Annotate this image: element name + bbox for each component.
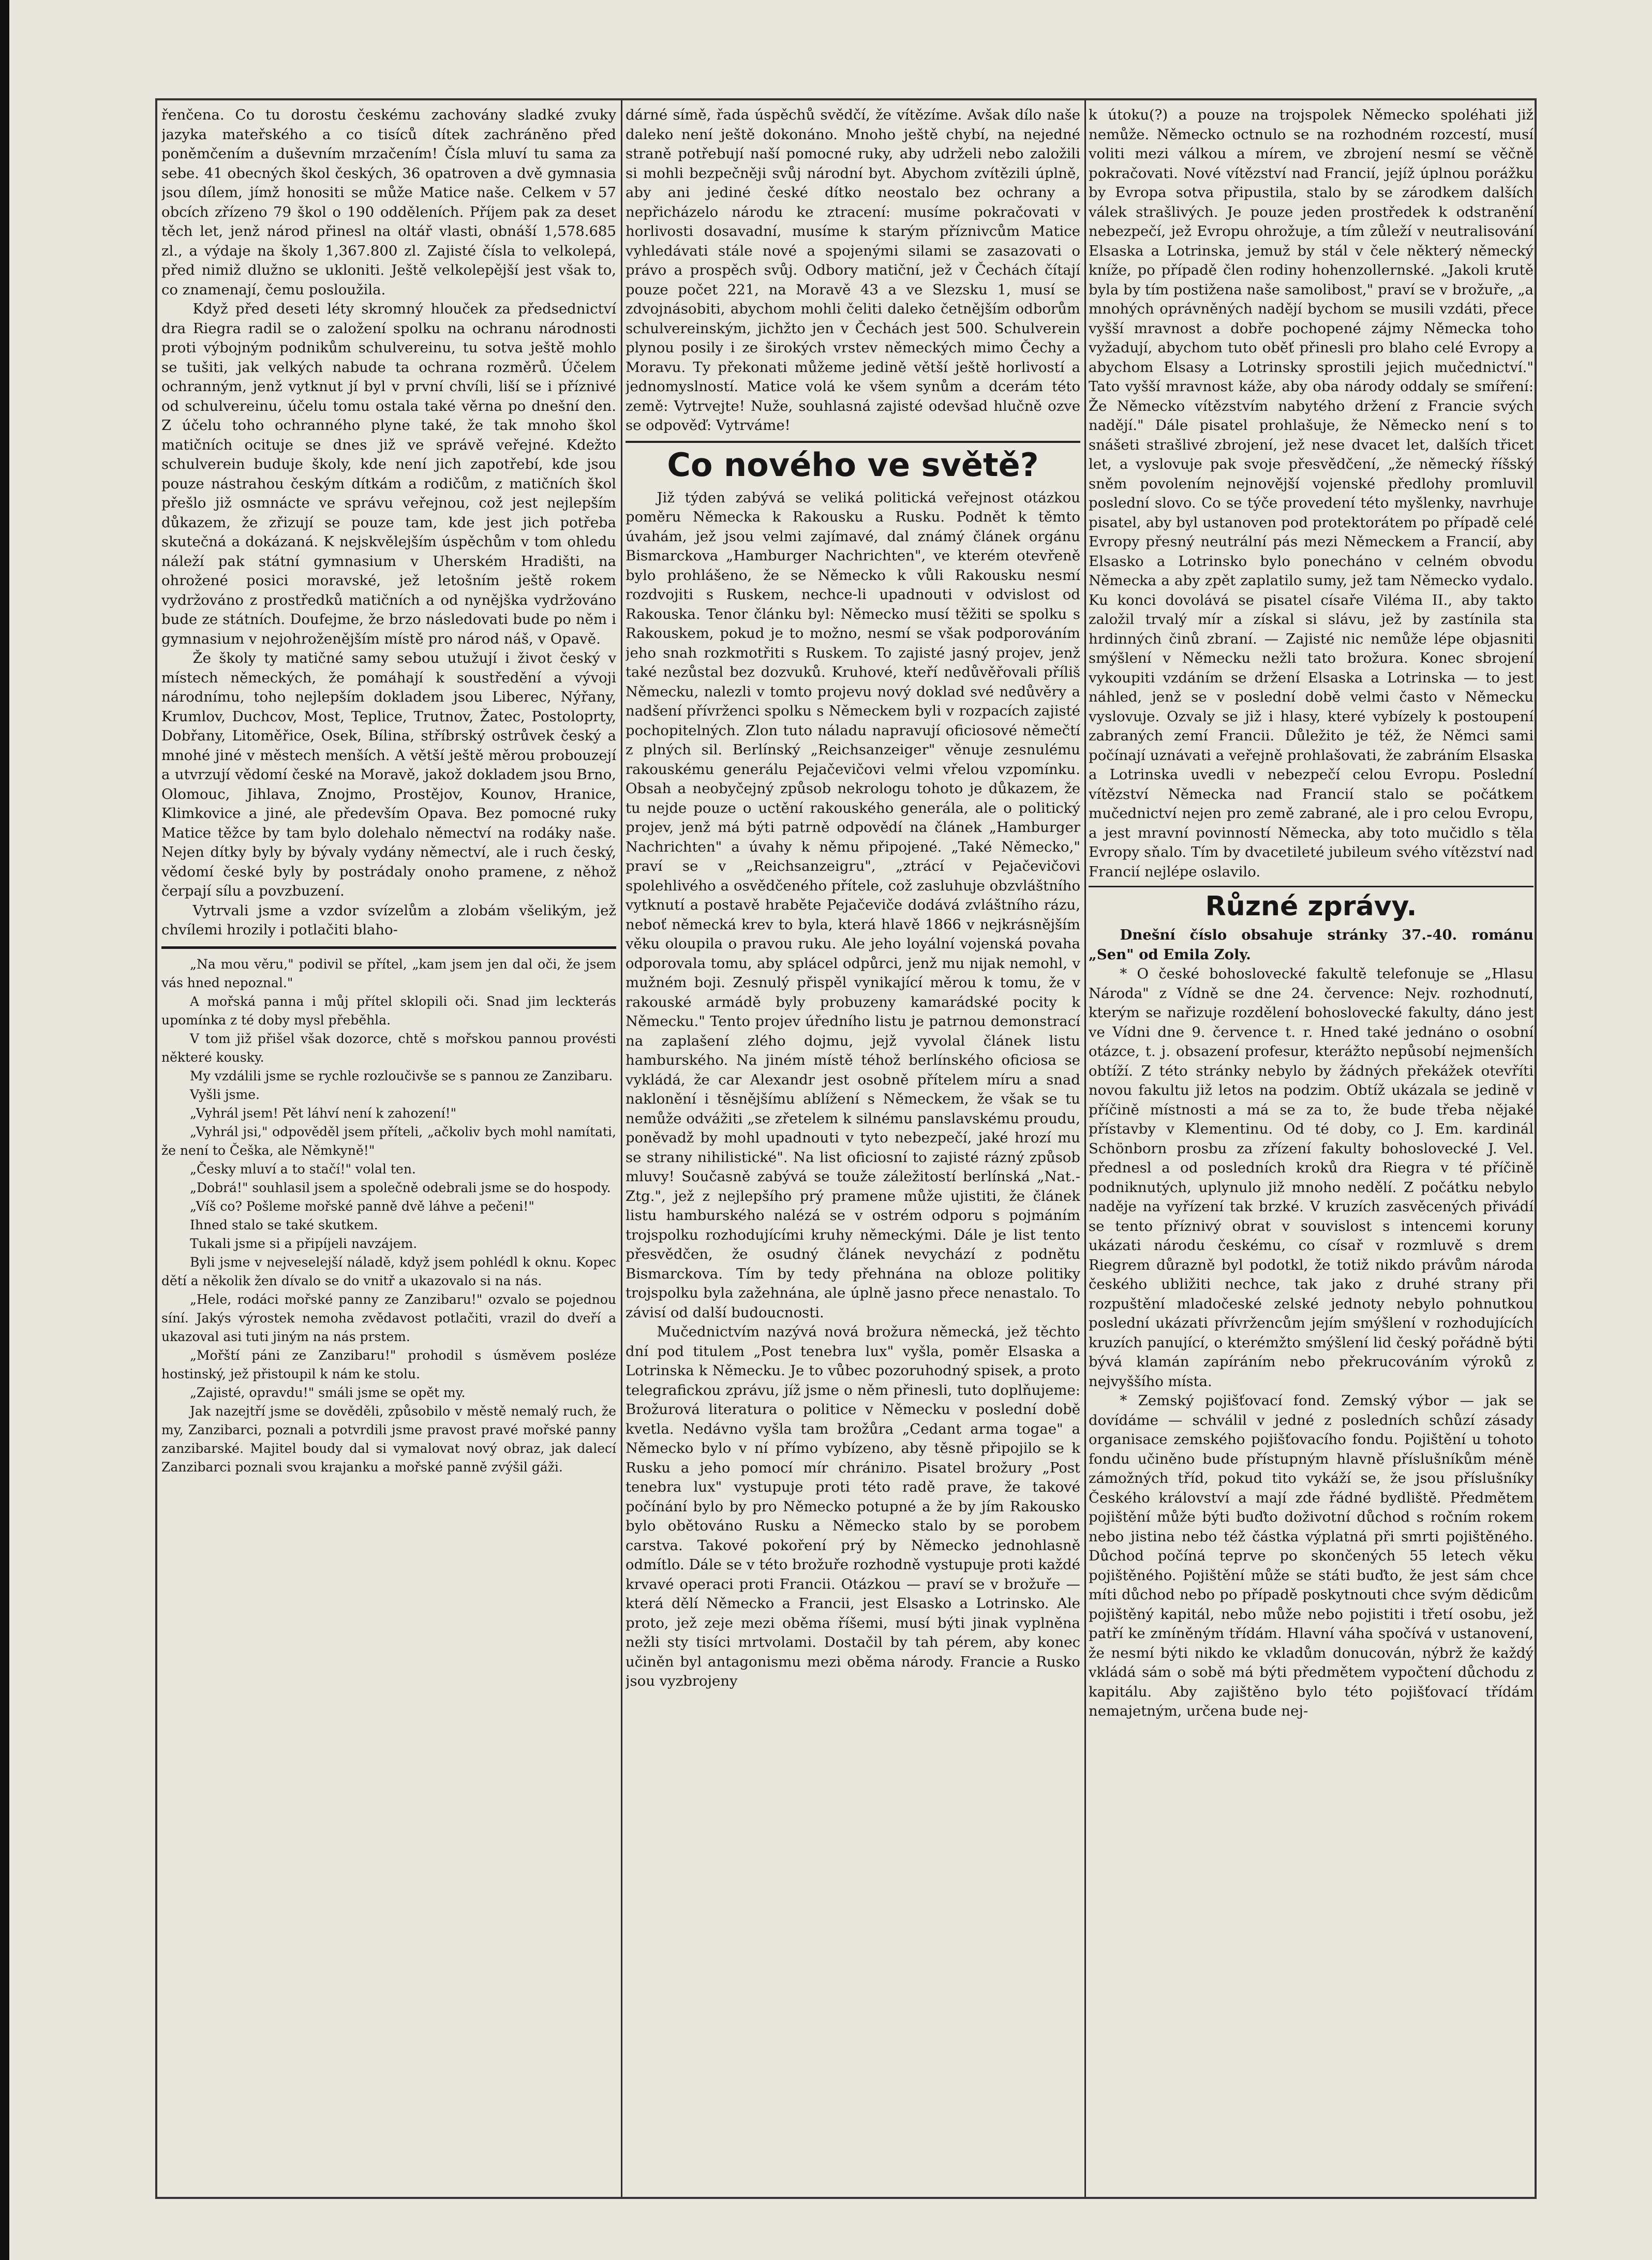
- column-2: [626, 106, 1083, 2192]
- notice-paragraph: Dnešní číslo obsahuje stránky 37.-40. románu „Sen" od Emila Zoly.: [1089, 927, 1534, 963]
- section-heading: Co nového ve světě?: [626, 441, 1080, 485]
- serial-paragraph: „Vyhrál jsi," odpověděl jsem příteli, „ačkoliv bych mohl namítati, že není to Češka, ale Němkyně!": [161, 1124, 616, 1158]
- article-paragraph: dárné símě, řada úspěchů svědčí, že vítězíme. Avšak dílo naše daleko není ještě dokonáno. Mnoho ještě chybí, na nejedné straně potřebují naší pomocné ruky, aby udrželi nebo založili si mohli bezpečněji svůj národní byt. Abychom zvítězili úplně, aby ani jediné české dítko neostalo bez ochrany a nepřicházelo národu ke ztracení: musíme pokračovati v horlivosti dosavadní, musíme k starým příznivcům Matice vyhledávati stále nové a spojenými silami se zasazovati o právo a prospěch svůj. Odbory matiční, jež v Čechách čítají pouze počet 221, na Moravě 43 a ve Slezsku 1, musí se zdvojnásobiti, abychom mohli čeliti daleko četnějším odborům schulvereinským, jichžto jen v Čechách jest 500. Schulverein plynou posily i ze širokých vrstev německých mimo Čechy a Moravu. Ty překonati můžeme jedině větší ještě horlivostí a jednomyslností. Matice volá ke všem synům a dcerám této země: Vytrvejte! Nuže, souhlasná zajisté odevšad hlučně ozve se odpověď: Vytrváme!: [626, 107, 1080, 434]
- scan-left-edge: [0, 0, 9, 2260]
- newspaper-page: [155, 98, 1537, 2199]
- serial-paragraph: „Česky mluví a to stačí!" volal ten.: [190, 1161, 416, 1177]
- serial-paragraph: „Zajisté, opravdu!" smáli jsme se opět my.: [190, 1385, 466, 1400]
- feuilleton-story: [161, 955, 616, 1477]
- column-divider: [1084, 100, 1086, 2197]
- serial-paragraph: „Dobrá!" souhlasil jsem a společně odebrali jsme se do hospody.: [190, 1180, 611, 1195]
- article-paragraph: k útoku(?) a pouze na trojspolek Německo spoléhati již nemůže. Německo octnulo se na rozhodném rozcestí, musí voliti mezi válkou a mírem, ve zbrojení nesmí se věčně pokračovati. Nové vítězství nad Francií, jejíž úplnou porážku by Evropa sotva připustila, stalo by se zárodkem dalších válek strašlivých. Je pouze jeden prostředek k odstranění nebezpečí, jež Evropu ohrožuje, a tím zůleží v neutralisování Elsaska a Lotrinska, jemuž by stál v čele některý německý kníže, po případě člen rodiny hohenzollernské. „Jakoli krutě byla by tím postižena naše samolibost," praví se v brožuře, „a mnohých oprávněných nadějí bychom se musili vzdáti, přece vyšší mravnost a dobře pochopené zájmy Německa toho vyžadují, abychom tuto oběť přinesli pro blaho celé Evropy a abychom Elsasy a Lotrinsky sprostili jejich mučednictví." Tato vyšší mravnost káže, aby oba národy oddaly se smíření: Že Německo vítězstvím nabytého držení z Francie svých nadějí." Dále pisatel prohlašuje, že Německo není s to snášeti strašlivé zbrojení, jež nese dvacet let, dalších třicet let, a vyslovuje pak svoje přesvědčení, „že německý říšský sněm povolením nejnovější vojenské předlohy promluvil poslední slovo. Co se týče provedení této myšlenky, navrhuje pisatel, aby byl ustanoven pod protektorátem po případě celé Evropy přesný neutrální pás mezi Německem a Francií, aby Elsasko a Lotrinsko bylo ponecháno v celném obvodu Německa a aby zpět zaplatilo sumy, jež tam Německo vydalo. Ku konci dovolává se pisatel císaře Viléma II., aby takto založil trvalý mír a získal si slávu, jež by zastínila sta hrdinných činů zbraní. — Zajisté nic nemůže lépe objasniti smýšlení v Německu nežli tato brožura. Konec sbrojení vykoupiti vzdáním se držení Elsaska a Lotrinska — to jest náhled, jenž se v poslední době velmi často v Německu vyslovuje. Ozvaly se již i hlasy, které vybízely k postoupení zabraných zemí Francii. Důležito je též, že Němci sami počínají uznávati a veřejně prohlašovati, že zabráním Elsaska a Lotrinska uvedli v nebezpečí celou Evropu. Poslední vítězství Německa nad Francií stalo se počátkem mučednictví nejen pro země zabrané, ale i pro celou Evropu, a jest mravní povinností Německa, aby toto mučidlo s těla Evropy sňalo. Tím by dvacetileté jubileum svého vítězství nad Francií nejlépe oslavilo.: [1089, 107, 1534, 880]
- article-paragraph: Když před deseti léty skromný hlouček za předsednictví dra Riegra radil se o založení spolku na ochranu národnosti proti výbojným podnikům schulvereinu, tu sotva ještě mohlo se tušiti, jak velkých nabude ta ochrana rozměrů. Účelem ochranným, jenž vytknut jí byl v první chvíli, liší se i příznivé od schulvereinu, účelu tomu ostala také věrna po dnešní den. Z účelu toho ochranného plyne také, že tak mnoho škol matičních ocituje se dnes již ve správě veřejné. Kdežto schulverein buduje školy, kde není jich zapotřebí, kde jsou pouze nástrahou českým dítkám a rodičům, z matičních škol přešlo již osmnácte ve správu veřejnou, což jest nejlepším důkazem, že zřizují se pouze tam, kde jest jich potřeba skutečná a dokázaná. K nejskvělejším úspěchům v tom ohledu náleží pak státní gymnasium v Uherském Hradišti, na ohrožené posici moravské, jež letošním ještě rokem vydržováno z prostředků matičních a od nynějška vydržováno bude ze státních. Doufejme, že brzo následovati bude po něm i gymnasium v nejohroženějším místě pro národ náš, v Opavě.: [161, 301, 616, 647]
- serial-paragraph: Ihned stalo se také skutkem.: [190, 1217, 378, 1232]
- serial-paragraph: Byli jsme v nejveselejší náladě, když jsem pohlédl k oknu. Kopec dětí a několik žen dívalo se do vnitř a ukazovalo si na nás.: [161, 1254, 616, 1288]
- article-paragraph: Mučednictvím nazývá nová brožura německá, jež těchto dní pod titulem „Post tenebra lux" vyšla, poměr Elsaska a Lotrinska k Německu. Je to vůbec pozoruhodný spisek, a proto telegrafickou zprávu, jíž jsme o něm přinesli, tuto doplňujeme: Brožurová literatura o politice v Německu v poslední době kvetla. Nedávno vyšla tam brožůra „Cedant arma togae" a Německo bylo v ní přímo vybízeno, aby těsně připojilo se k Rusku a jeho pomocí mír chrániло. Pisatel brožury „Post tenebra lux" vystupuje proti této radě prave, že takové počínání bylo by pro Německo potupné a že by jím Rakousko bylo obětováno Rusku a Německo stalo by se porobem carstva. Takové pokoření prý by Německo jednohlasně odmítlo. Dále se v této brožuře rozhodně vystupuje proti každé krvavé operaci proti Francii. Otázkou — praví se v brožuře — která dělí Německo a Francii, jest Elsasko a Lotrinsko. Ale proto, jež zeje mezi oběma říšemi, musí býti jinak vyplněna nežli sty tisíci mrtvolami. Dostačil by tah pérem, aby konec učiněn byl antagonismu mezi oběma národy. Francie a Rusko jsou vyzbrojeny: [626, 1324, 1080, 1689]
- serial-paragraph: Vyšli jsme.: [190, 1087, 260, 1102]
- serial-paragraph: „Vyhrál jsem! Pět láhví není k zahození!": [190, 1105, 457, 1121]
- article-paragraph: Již týden zabývá se veliká politická veřejnost otázkou poměru Německa k Rakousku a Rusku. Podnět k těmto úvahám, jež jsou velmi zajímavé, dal známý článek orgánu Bismarckova „Hamburger Nachrichten", ve kterém otevřeně bylo prohlášeno, že se Německo k vůli Rakousku nesmí rozdvojiti s Ruskem, nechce-li upadnouti v odvislost od Rakouska. Tenor článku byl: Německo musí těžiti se spolku s Rakouskem, pokud je to možno, nesmí se však podporováním jeho snah rozkmotřiti s Ruskem. To zajisté jasný projev, jenž také nezůstal bez dozvuků. Kruhové, kteří nedůvěřovali příliš Německu, nalezli v tomto projevu nový doklad své nedůvěry a nadšení přívrženci spolku s Německem byli v rozpacích zajisté pochopitelných. Zlon tuto náladu napravují oficiosové němečtí z plných sil. Berlínský „Reichsanzeiger" věnuje zesnulému rakouskému generálu Pejačevičovi velmi vřelou vzpomínku. Obsah a neobyčejný způsob nekrologu tohoto je důkazem, že tu nejde pouze o uctění rakouského generála, ale o politický projev, jenž má býti patrně odpovědí na článek „Hamburger Nachrichten" a úvahy k němu připojené. „Také Německo," praví se v „Reichsanzeigru", „ztrácí v Pejačevičovi spolehlivého a osvědčeného přítele, což zasluhuje obzvláštního vytknutí a postavě hraběte Pejačeviče dodává zvláštního rázu, neboť německá krev to byla, která hlavě 1866 v nejkrásnějším věku oloupila o pravou ruku. Ale jeho loyální vojenská povaha odporovala tomu, aby splácel odpůrci, jenž mu nijak nemohl, v mužném boji. Zesnulý přispěl vynikající měrou k tomu, že v rakouské armádě byly probuzeny kamarádské pocity k Německu." Tento projev úředního listu je patrnou demonstrací na zaplašení zlého dojmu, jejž vyvolal článek listu hamburského. Na jiném místě téhož berlínského oficiosa se vykládá, že car Alexandr jest osobně přítelem míru a snad naklonění i těsnějšímu ablížení s Německem, že však se tu nemůže odvážiti „se zřetelem k silnému panslavskému proudu, poněvadž by mohl upadnouti v tyto nebezpečí, jaké hrozí mu se strany nihilistické". Na list oficiosní to zajisté rázný způsob mluvy! Současně zabývá se touže záležitostí berlínská „Nat.-Ztg.", jež z nejlepšího prý pramene může ujistiti, že článek listu hamburského nalézá se v ostrém odporu s pojmáním trojspolku rozhodujícími kruhy německými. Dále je list tento přesvědčen, že osudný článek nevychází z podnětu Bismarckova. Tím by tedy přehnána na obloze politiky trojspolku byla zažehnána, ale úplně jasno přece nenastalo. To závisí od další budoucnosti.: [626, 489, 1080, 1321]
- article-paragraph: Vytrvali jsme a vzdor svízelům a zlobám všelikým, jež chvílemi hrozily i potlačiti blaho-: [161, 902, 616, 938]
- serial-paragraph: „Mořští páni ze Zanzibaru!" prohodil s úsměvem posléze hostinský, jež přistoupil k nám ke stolu.: [161, 1347, 616, 1381]
- article-paragraph: Že školy ty matičné samy sebou utužují i život český v místech německých, že pomáhají k soustředění a vývoji národnímu, toho nejlepším dokladem jsou Liberec, Nýřany, Krumlov, Duchcov, Most, Teplice, Trutnov, Žatec, Postoloprty, Dobřany, Litoměřice, Osek, Bílina, stříbrský ostrůvek český a mnohé jiné v městech menších. A větší ještě měrou probouzejí a utvrzují vědomí české na Moravě, jakož dokladem jsou Brno, Olomouc, Jihlava, Znojmo, Prostějov, Kounov, Hranice, Klimkovice a jiné, ale především Opava. Bez pomocné ruky Matice těžce by tam bylo dolehalo němectví na rodáky naše. Nejen dítky byly by bývaly vydány němectví, ale i ruch český, vědomí české byly by postrádaly onoho pramene, z něhož čerpají sílu a povzbuzení.: [161, 650, 616, 899]
- column-3: [1089, 106, 1534, 2192]
- news-item: * O české bohoslovecké fakultě telefonuje se „Hlasu Národa" z Vídně se dne 24. července: Nejv. rozhodnutí, kterým se nařizuje rozdělení bohoslovecké fakulty, dáno jest ve Vídni dne 9. července t. r. Hned také jednáno o osobní otázce, t. j. obsazení profesur, kterážto nepůsobí nejmenších obtíží. Z této stránky nebylo by žádných překážek otevříti novou fakultu již letos na podzim. Obtíž ukázala se jedině v příčině místnosti a má se za to, že bude třeba nějaké přístavby v Klementinu. Od té doby, co J. Em. kardinál Schönborn prosbu za zřízení fakulty bohoslovecké J. Vel. přednesl a od posledních kroků dra Riegra v té příčině podniknutých, uplynulo již mnoho nedělí. Z počátku nebylo naděje na vyřízení tak brzké. V kruzích zasvěcených přivádí se tento příznivý obrat v souvislost s intencemi koruny ukázati národu českému, co císař v rozmluvě s drem Riegrem důrazně byl podotkl, že totiž nikdo právům národa českého ubližiti nechce, tak jako z druhé strany při rozpuštění mladočeské zelské jednoty nebylo pohnutkou poslední ukázati přívržencům jejím smýšlení v rozhodujících kruzích panující, o kterémžto smýšlení lid český pořádně býti bývá klamán zapíráním nebo překrucováním výroků z nejvyššího místa.: [1089, 965, 1534, 1390]
- serial-paragraph: Tukali jsme si a připíjeli navzájem.: [190, 1236, 418, 1251]
- section-heading: Různé zprávy.: [1089, 886, 1534, 924]
- column-divider: [621, 100, 622, 2197]
- serial-paragraph: „Na mou věru," podivil se přítel, „kam jsem jen dal oči, že jsem vás hned nepoznal.": [161, 956, 616, 990]
- serial-paragraph: V tom již přišel však dozorce, chtě s mořskou pannou provésti některé kousky.: [161, 1031, 616, 1065]
- serial-paragraph: Jak nazejtří jsme se dověděli, způsobilo v městě nemalý ruch, že my, Zanzibarci, poznali a potvrdili jsme pravost pravé mořské panny zanzibarské. Majitel boudy dal si vymalovat nový obraz, jak dalecí Zanzibarci poznali svou krajanku a mořské panně zvýšil gáži.: [161, 1403, 616, 1475]
- serial-paragraph: „Hele, rodáci mořské panny ze Zanzibaru!" ozvalo se pojednou síní. Jakýs výrostek nemoha zvědavost potlačiti, vrazil do dveří a ukazoval asi tuti jiným na nás prstem.: [161, 1291, 616, 1344]
- serial-paragraph: „Víš co? Pošleme mořské panně dvě láhve a pečeni!": [190, 1198, 534, 1214]
- news-item: * Zemský pojišťovací fond. Zemský výbor — jak se dovídáme — schválil v jedné z posledních schůzí zásady organisace zemského pojišťovacího fondu. Pojištění u tohoto fondu učiněno bude přístupným hlavně příslušníkům méně zámožných tříd, pokud tito vykáží se, že jsou příslušníky Českého království a mají zde řádné bydliště. Předmětem pojištění může býti buďto doživotní důchod s ročním rokem nebo jistina nebo též částka výplatná při smrti pojištěného. Důchod počíná teprve po skončených 55 letech věku pojištěného. Pojištění může se státi buďto, že jest sám chce míti důchod nebo po případě poskytnouti chce svým dědicům pojištěný kapitál, nebo může nebo pojistiti i třetí osobu, jež patří ke zmíněným třídám. Hlavní váha spočívá v ustanovení, že nesmí býti nikdo ke vkladům donucován, nýbrž že každý vkládá sám o sobě má býti předmětem vypočtení důchodu z kapitálu. Aby zajištěno bylo této pojišťovací třídám nemajetným, určena bude nej-: [1089, 1392, 1534, 1719]
- column-1: [161, 106, 619, 2192]
- article-paragraph: řenčena. Co tu dorostu českému zachovány sladké zvuky jazyka mateřského a co tisíců dítek zachráněno před poněmčením a duševním mrzačením! Čísla mluví tu sama za sebe. 41 obecných škol českých, 36 opatroven a dvě gymnasia jsou dílem, jímž honositi se může Matice naše. Celkem v 57 obcích zřízeno 79 škol o 190 odděleních. Příjem pak za deset těch let, jenž národ přinesl na oltář vlasti, obnáší 1,578.685 zl., a výdaje na školy 1,367.800 zl. Zajisté čísla to velkolepá, před nimiž dlužno se ukloniti. Ještě velkolepější jest však to, co znamenají, čemu posloužila.: [161, 107, 616, 298]
- serial-paragraph: A mořská panna i můj přítel sklopili oči. Snad jim leckterás upomínka z té doby mysl přeběhla.: [161, 993, 616, 1028]
- serial-paragraph: My vzdálili jsme se rychle rozloučivše se s pannou ze Zanzibaru.: [190, 1068, 613, 1083]
- feuilleton-rule: [161, 946, 616, 949]
